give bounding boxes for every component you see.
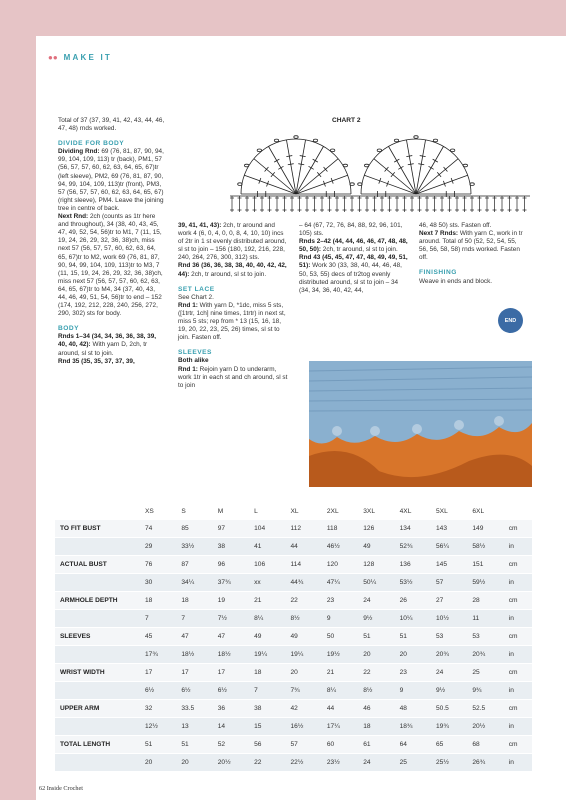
table-cell: 17 (213, 664, 249, 681)
table-row (55, 592, 532, 609)
table-cell: 20 (358, 646, 394, 663)
table-cell: xx (249, 574, 285, 591)
table-cell: 48 (395, 700, 431, 717)
table-cell: 21 (249, 592, 285, 609)
table-cell: 20¾ (431, 646, 467, 663)
table-cell: in (504, 682, 532, 699)
row-label (55, 682, 140, 699)
table-cell: 7 (249, 682, 285, 699)
table-cell: 17¼ (322, 718, 358, 735)
table-cell: cm (504, 520, 532, 537)
table-cell: 8¼ (322, 682, 358, 699)
table-cell: 20 (176, 754, 212, 771)
table-cell: 44 (322, 700, 358, 717)
table-cell: 22 (249, 754, 285, 771)
table-cell: 22½ (286, 754, 322, 771)
row-label: ARMHOLE DEPTH (55, 592, 140, 609)
table-cell: 13 (176, 718, 212, 735)
table-cell: 9¾ (467, 682, 503, 699)
column-3 (299, 222, 409, 295)
table-cell: 61 (358, 736, 394, 753)
table-cell: 58½ (467, 538, 503, 555)
table-cell: XL (286, 503, 322, 519)
table-cell: in (504, 574, 532, 591)
sleeve-round-body: Rejoin yarn D to underarm, work 1tr in each st and ch around, sl st to join (178, 365, 288, 389)
table-cell: 57 (286, 736, 322, 753)
table-cell: XS (140, 503, 176, 519)
sleeve-count-text: – 64 (67, 72, 76, 84, 88, 92, 96, 101, 105) sts. (299, 222, 403, 238)
row-label (55, 503, 140, 519)
table-cell: 16½ (286, 718, 322, 735)
table-row (55, 646, 532, 663)
table-cell: 18 (249, 664, 285, 681)
table-cell: 33½ (176, 538, 212, 555)
table-cell: 18¾ (395, 718, 431, 735)
table-cell: 19¼ (286, 646, 322, 663)
page-footer (39, 785, 83, 792)
table-cell: 25 (467, 664, 503, 681)
table-cell: 74 (140, 520, 176, 537)
heading-finishing: FINISHING (419, 269, 457, 277)
table-cell: 87 (176, 556, 212, 573)
table-cell: 27 (431, 592, 467, 609)
table-cell: 6XL (467, 503, 503, 519)
row-label (55, 538, 140, 555)
table-cell: 2XL (322, 503, 358, 519)
table-cell: 22 (358, 664, 394, 681)
body-rounds-text (58, 333, 165, 357)
table-cell: cm (504, 592, 532, 609)
both-alike-label: Both alike (178, 357, 209, 365)
table-cell: 37¾ (213, 574, 249, 591)
table-cell: 24 (358, 592, 394, 609)
sleeve-round-label: Rnd 1: (178, 365, 198, 373)
table-cell: 26¾ (467, 754, 503, 771)
table-cell: 50 (322, 628, 358, 645)
table-cell: 52 (213, 736, 249, 753)
table-cell: in (504, 646, 532, 663)
table-cell: 15 (249, 718, 285, 735)
table-cell: 20½ (213, 754, 249, 771)
sleeve-end-text: 46, 48 50) sts. Fasten off. (419, 222, 492, 229)
table-cell: 9 (395, 682, 431, 699)
body-rounds-label: Rnds 1–34 (34, 34, 36, 36, 38, 39, 40, 40, 42): (58, 333, 157, 349)
table-cell: in (504, 538, 532, 555)
table-cell: in (504, 610, 532, 627)
round-43-body: Work 30 (33, 38, 40, 44, 46, 48, 50, 53, 55) decs of tr2tog evenly distributed around, sl st to join – 34 (34, 34, 36, 40, 42, 44, (299, 262, 402, 294)
table-row (55, 503, 532, 519)
table-cell: 8¼ (249, 610, 285, 627)
table-cell: 18½ (176, 646, 212, 663)
row-label: TOTAL LENGTH (55, 736, 140, 753)
table-cell: 24 (431, 664, 467, 681)
table-cell: 47 (213, 628, 249, 645)
table-cell: 19¼ (249, 646, 285, 663)
table-cell: 60 (322, 736, 358, 753)
dividing-round-label: Dividing Rnd: (58, 148, 100, 156)
page-number: 62 (39, 785, 46, 792)
table-cell: 23½ (322, 754, 358, 771)
table-cell (504, 503, 532, 519)
table-row (55, 520, 532, 537)
lace-round-body: With yarn D, *1dc, miss 5 sts, ([1trtr, 1ch] nine times, 1trtr) in next st, miss 5 sts; rep from * 13 (15, 16, 18, 19, 20, 22, 23, 25, 26) times, sl st to join. Fasten off. (178, 301, 286, 342)
table-cell: 97 (213, 520, 249, 537)
table-cell: 51 (358, 628, 394, 645)
sleeve-round-text (178, 366, 288, 390)
table-cell: 51 (176, 736, 212, 753)
table-cell: 134 (395, 520, 431, 537)
next-round-label: Next Rnd: (58, 213, 89, 221)
table-cell: 56¼ (431, 538, 467, 555)
table-cell: 34¼ (176, 574, 212, 591)
table-row (55, 682, 532, 699)
table-cell: 52¾ (395, 538, 431, 555)
round-36-body: 2ch, tr around, sl st to join. (189, 270, 267, 278)
table-cell: 19½ (322, 646, 358, 663)
table-cell: 3XL (358, 503, 394, 519)
table-cell: 6½ (176, 682, 212, 699)
round-43-text (299, 254, 409, 294)
table-cell: 50¼ (358, 574, 394, 591)
body-rounds-body: With yarn D, 2ch, tr around, sl st to join. (58, 341, 148, 357)
heading-sleeves: SLEEVES (178, 349, 212, 357)
table-cell: in (504, 754, 532, 771)
size-table (55, 502, 532, 772)
table-cell: 22 (286, 592, 322, 609)
table-cell: 25½ (431, 754, 467, 771)
next-round-body: 2ch (counts as 1tr here and throughout), 34 (38, 40, 43, 45, 47, 49, 52, 54, 56)tr to M1, 7 (11, 15, 19, 24, 26, 29, 32, 36, 38)ch, miss next 57 (56, 57, 57, 60, 62, 63, 64, 65, 67)tr to M2, work 69 (76, 81, 87, 90, 94, 99, 104, 109, 113)tr to M3, 7 (11, 15, 19, 24, 26, 29, 32, 36, 38)ch, miss next 57 (56, 57, 57, 60, 62, 63, 64, 65, 67)tr to M4, 34 (37, 40, 43, 44, 46, 49, 51, 54, 56)tr to end – 152 (174, 192, 212, 228, 240, 256, 272, 290, 302) sts for body. (58, 213, 163, 318)
row-label: WRIST WIDTH (55, 664, 140, 681)
table-cell: 59½ (467, 574, 503, 591)
table-cell: 52.5 (467, 700, 503, 717)
rounds-2-text (299, 238, 409, 254)
table-cell: 76 (140, 556, 176, 573)
table-cell: 49 (286, 628, 322, 645)
row-label (55, 646, 140, 663)
next-round-text (58, 213, 165, 318)
table-cell: 38 (249, 700, 285, 717)
table-cell: 24 (358, 754, 394, 771)
table-cell: 4XL (395, 503, 431, 519)
table-cell: 53½ (395, 574, 431, 591)
table-cell: 7 (140, 610, 176, 627)
table-cell: cm (504, 556, 532, 573)
table-cell: 7 (176, 610, 212, 627)
table-cell: 23 (395, 664, 431, 681)
rounds-2-label: Rnds 2–42 (44, 44, 46, 46, 47, 48, 48, 50, 50): (299, 238, 408, 254)
header-dots-icon: ●● (48, 53, 58, 62)
table-cell: 114 (286, 556, 322, 573)
table-cell: 53 (467, 628, 503, 645)
section-header (48, 53, 112, 62)
table-cell: 20¾ (467, 646, 503, 663)
table-cell: 46½ (322, 538, 358, 555)
table-row (55, 736, 532, 753)
table-cell: 9 (322, 610, 358, 627)
table-cell: cm (504, 700, 532, 717)
lace-round-text (178, 302, 288, 342)
table-cell: cm (504, 736, 532, 753)
table-cell: 145 (431, 556, 467, 573)
row-label (55, 610, 140, 627)
table-cell: 104 (249, 520, 285, 537)
table-cell: 51 (395, 628, 431, 645)
round-36-text (178, 262, 288, 278)
table-row (55, 754, 532, 771)
row-label: ACTUAL BUST (55, 556, 140, 573)
table-cell: 20 (286, 664, 322, 681)
table-cell: 65 (431, 736, 467, 753)
rounds-2-body: 2ch, tr around, sl st to join. (321, 246, 398, 254)
table-cell: S (176, 503, 212, 519)
table-cell: 32 (140, 700, 176, 717)
table-cell: 49 (249, 628, 285, 645)
row-label: SLEEVES (55, 628, 140, 645)
table-cell: 11 (467, 610, 503, 627)
table-cell: 25 (395, 754, 431, 771)
table-cell: 14 (213, 718, 249, 735)
next-7-body: With yarn C, work in tr around. Total of 50 (52, 52, 54, 55, 56, 56, 58, 58) rnds worked. Fasten off. (419, 230, 523, 262)
table-cell: 47 (176, 628, 212, 645)
table-row (55, 628, 532, 645)
table-cell: 6½ (213, 682, 249, 699)
table-row (55, 700, 532, 717)
chart-title: CHART 2 (332, 117, 361, 124)
table-cell: 44¾ (286, 574, 322, 591)
table-cell: 20 (140, 754, 176, 771)
round-43-label: Rnd 43 (45, 45, 47, 47, 48, 49, 49, 51, 51): (299, 254, 408, 270)
table-cell: 12½ (140, 718, 176, 735)
table-cell: 30 (140, 574, 176, 591)
table-cell: 149 (467, 520, 503, 537)
row-label (55, 754, 140, 771)
table-cell: 47¼ (322, 574, 358, 591)
table-cell: 7½ (213, 610, 249, 627)
table-cell: 112 (286, 520, 322, 537)
table-row (55, 538, 532, 555)
lace-edging-photo (309, 361, 532, 487)
table-cell: 9½ (358, 610, 394, 627)
table-cell: 38 (213, 538, 249, 555)
table-cell: 18 (358, 718, 394, 735)
dividing-round-body: 69 (76, 81, 87, 90, 94, 99, 104, 109, 113) tr (back), PM1, 57 (56, 57, 57, 60, 62, 63, 64, 65, 67)tr (left sleeve), PM2, 69 (76, 81, 87, 90, 94, 99, 104, 109, 113)tr (front), PM3, 57 (56, 57, 57, 60, 62, 63, 64, 65, 67) (right sleeve), PM4. Leave the joining tree in centre of back. (58, 148, 164, 212)
table-cell: 7¾ (286, 682, 322, 699)
next-7-text (419, 230, 524, 262)
heading-set-lace: SET LACE (178, 285, 215, 293)
intro-text: Total of 37 (37, 39, 41, 42, 43, 44, 46, 47, 48) rnds worked. (58, 117, 165, 133)
table-cell: 53 (431, 628, 467, 645)
table-cell: 41 (249, 538, 285, 555)
table-cell: 5XL (431, 503, 467, 519)
table-cell: 17¾ (140, 646, 176, 663)
table-cell: 118 (322, 520, 358, 537)
table-cell: 85 (176, 520, 212, 537)
table-cell: 106 (249, 556, 285, 573)
table-cell: 56 (249, 736, 285, 753)
table-cell: 143 (431, 520, 467, 537)
round-35-continued (178, 222, 288, 262)
crochet-chart-diagram (208, 124, 538, 216)
round-35-label: Rnd 35 (35, 35, 37, 37, 39, (58, 357, 135, 365)
table-cell: 18 (176, 592, 212, 609)
table-cell: 19¾ (431, 718, 467, 735)
table-cell: 126 (358, 520, 394, 537)
table-cell: 9½ (431, 682, 467, 699)
table-cell: 18 (140, 592, 176, 609)
table-cell: 8½ (358, 682, 394, 699)
table-cell: 10¼ (395, 610, 431, 627)
table-cell: 151 (467, 556, 503, 573)
table-cell: 17 (140, 664, 176, 681)
row-label (55, 574, 140, 591)
table-cell: 18½ (213, 646, 249, 663)
round-35-text (58, 358, 165, 366)
magazine-name: Inside Crochet (46, 785, 83, 792)
magazine-page (36, 36, 566, 800)
table-cell: 10½ (431, 610, 467, 627)
table-cell: 20 (395, 646, 431, 663)
table-cell: 20½ (467, 718, 503, 735)
heading-body: BODY (58, 325, 80, 333)
end-badge: END (498, 308, 523, 333)
round-35-cont-label: 39, 41, 41, 43): (178, 222, 222, 229)
table-cell: 6½ (140, 682, 176, 699)
heading-divide-for-body: DIVIDE FOR BODY (58, 140, 125, 148)
next-7-label: Next 7 Rnds: (419, 230, 459, 238)
table-cell: 21 (322, 664, 358, 681)
table-cell: 36 (213, 700, 249, 717)
table-cell: 46 (358, 700, 394, 717)
table-cell: 128 (358, 556, 394, 573)
table-cell: 17 (176, 664, 212, 681)
table-row (55, 664, 532, 681)
table-cell: in (504, 718, 532, 735)
table-cell: 96 (213, 556, 249, 573)
table-row (55, 718, 532, 735)
table-cell: 50.5 (431, 700, 467, 717)
table-cell: M (213, 503, 249, 519)
lace-intro: See Chart 2. (178, 293, 214, 301)
table-cell: cm (504, 628, 532, 645)
watermark: PassionForum.ru (485, 782, 566, 793)
table-cell: 136 (395, 556, 431, 573)
column-4 (419, 222, 524, 286)
dividing-round-text (58, 148, 165, 213)
table-cell: 8½ (286, 610, 322, 627)
table-cell: 45 (140, 628, 176, 645)
table-cell: 68 (467, 736, 503, 753)
round-36-label: Rnd 36 (36, 36, 38, 38, 40, 40, 42, 42, 44): (178, 262, 287, 278)
table-cell: 26 (395, 592, 431, 609)
section-title: MAKE IT (63, 53, 112, 62)
table-cell: 42 (286, 700, 322, 717)
table-cell: 29 (140, 538, 176, 555)
table-cell: 44 (286, 538, 322, 555)
table-cell: 49 (358, 538, 394, 555)
column-1 (58, 117, 165, 366)
column-2 (178, 222, 288, 390)
table-cell: 23 (322, 592, 358, 609)
table-row (55, 556, 532, 573)
table-cell: 28 (467, 592, 503, 609)
table-row (55, 610, 532, 627)
table-cell: 19 (213, 592, 249, 609)
table-cell: 120 (322, 556, 358, 573)
finishing-text: Weave in ends and block. (419, 277, 493, 285)
row-label (55, 718, 140, 735)
table-cell: 57 (431, 574, 467, 591)
table-cell: 51 (140, 736, 176, 753)
table-cell: L (249, 503, 285, 519)
table-cell: 64 (395, 736, 431, 753)
round-35-cont-body: 2ch, tr around and work 4 (6, 0, 4, 0, 0, 8, 4, 10, 10) incs of 2tr in 1 st evenly distributed around, sl st to join – 156 (180, 192, 216, 228, 240, 264, 276, 300, 312) sts. (178, 222, 287, 262)
table-cell: 33.5 (176, 700, 212, 717)
table-row (55, 574, 532, 591)
row-label: TO FIT BUST (55, 520, 140, 537)
row-label: UPPER ARM (55, 700, 140, 717)
table-cell: cm (504, 664, 532, 681)
lace-round-label: Rnd 1: (178, 301, 198, 309)
